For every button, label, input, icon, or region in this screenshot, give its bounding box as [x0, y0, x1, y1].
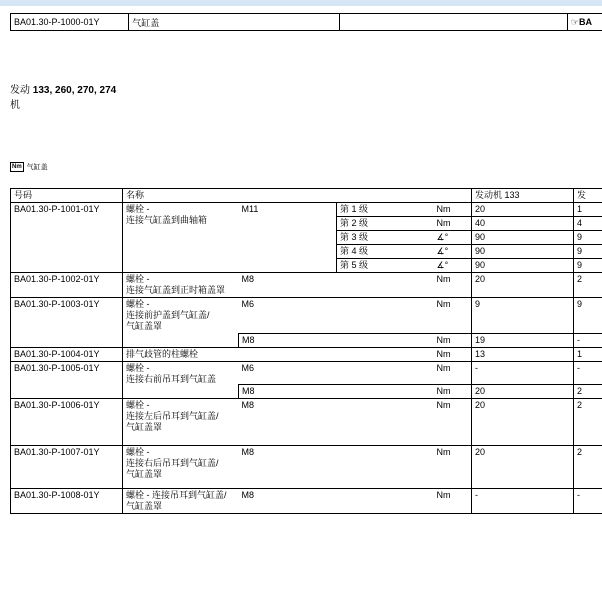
engine-label-second-line: 机 [10, 100, 20, 111]
reference-arrow-icon: ☞ [570, 16, 579, 27]
stage-label: 第 2 级 [337, 217, 434, 231]
table-row [11, 298, 602, 334]
table-row [11, 362, 602, 385]
part-name: 螺栓 - 连接气缸盖到正时箱盖罩 [123, 273, 239, 298]
unit: Nm [434, 399, 472, 446]
header-blank [239, 189, 337, 203]
part-code[interactable]: BA01.30-P-1005-01Y [11, 362, 123, 399]
value-engine2: - [574, 362, 602, 385]
value-engine2: 2 [574, 399, 602, 446]
thread-size: M6 [239, 362, 337, 385]
table-row [11, 348, 602, 362]
part-name: 排气歧管的柱螺栓 [123, 348, 239, 362]
part-name: 螺栓 - 连接前护盖到气缸盖/ 气缸盖罩 [123, 298, 239, 348]
stage-label: 第 3 级 [337, 231, 434, 245]
value-engine2: 1 [574, 203, 602, 217]
value-engine2: 9 [574, 259, 602, 273]
value-engine1: 20 [472, 273, 574, 298]
unit: Nm [434, 362, 472, 385]
value-engine1: 20 [472, 385, 574, 399]
top-accent-bar [0, 0, 602, 6]
part-name: 螺栓 - 连接右后吊耳到气缸盖/ 气缸盖罩 [123, 446, 239, 489]
engine-applicability [10, 81, 116, 96]
part-name: 螺栓 - 连接气缸盖到曲轴箱 [123, 203, 239, 273]
angle-unit: ∡° [434, 245, 472, 259]
header-blank [434, 189, 472, 203]
thread-size: M8 [239, 273, 337, 298]
doc-code: BA01.30-P-1000-01Y [11, 14, 129, 31]
table-row [11, 399, 602, 446]
part-code[interactable]: BA01.30-P-1003-01Y [11, 298, 123, 348]
thread-size: M8 [239, 446, 337, 489]
value-engine2: 9 [574, 298, 602, 334]
value-engine1: 19 [472, 334, 574, 348]
header-code: 号码 [11, 189, 123, 203]
engine-label: 发动 [10, 85, 30, 96]
value-engine2: 2 [574, 273, 602, 298]
header-blank [337, 189, 434, 203]
part-code[interactable]: BA01.30-P-1001-01Y [11, 203, 123, 273]
value-engine2: - [574, 489, 602, 514]
header-engine2: 发 [574, 189, 602, 203]
table-row [11, 446, 602, 489]
value-engine2: 2 [574, 446, 602, 489]
part-code[interactable]: BA01.30-P-1002-01Y [11, 273, 123, 298]
value-engine1: 90 [472, 259, 574, 273]
thread-size: M6 [239, 298, 337, 334]
value-engine1: - [472, 489, 574, 514]
angle-unit: ∡° [434, 231, 472, 245]
unit: Nm [434, 298, 472, 334]
torque-icon: Nm [12, 164, 22, 170]
engine-numbers: 133, 260, 270, 274 [32, 85, 117, 96]
stage-label: 第 1 级 [337, 203, 434, 217]
value-engine2: 4 [574, 217, 602, 231]
value-engine2: 2 [574, 385, 602, 399]
document-header [10, 13, 602, 31]
table-header-row [11, 189, 602, 203]
value-engine1: 90 [472, 245, 574, 259]
part-code[interactable]: BA01.30-P-1008-01Y [11, 489, 123, 514]
value-engine2: 1 [574, 348, 602, 362]
stage-label: 第 4 级 [337, 245, 434, 259]
value-engine1: 13 [472, 348, 574, 362]
table-row [11, 273, 602, 298]
value-engine1: - [472, 362, 574, 385]
value-engine2: 9 [574, 245, 602, 259]
nm-section-text: 气缸盖 [26, 164, 48, 171]
thread-size: M8 [239, 489, 337, 514]
thread-size: M11 [239, 203, 337, 273]
table-row [11, 489, 602, 514]
thread-size: M8 [239, 385, 337, 399]
value-engine1: 20 [472, 446, 574, 489]
thread-size: M8 [239, 399, 337, 446]
value-engine1: 90 [472, 231, 574, 245]
unit: Nm [434, 348, 472, 362]
value-engine2: - [574, 334, 602, 348]
angle-unit: ∡° [434, 259, 472, 273]
unit: Nm [434, 217, 472, 231]
nm-section-title [10, 162, 48, 172]
value-engine1: 20 [472, 203, 574, 217]
doc-title: 气缸盖 [129, 14, 339, 31]
table-row [11, 203, 602, 217]
part-code[interactable]: BA01.30-P-1006-01Y [11, 399, 123, 446]
part-name: 螺栓 - 连接左后吊耳到气缸盖/ 气缸盖罩 [123, 399, 239, 446]
torque-table [10, 188, 602, 514]
part-code[interactable]: BA01.30-P-1007-01Y [11, 446, 123, 489]
header-engine1: 发动机 133 [472, 189, 574, 203]
value-engine2: 9 [574, 231, 602, 245]
doc-reference[interactable] [567, 14, 602, 31]
unit: Nm [434, 334, 472, 348]
doc-reference-text: BA [578, 16, 592, 27]
part-code[interactable]: BA01.30-P-1004-01Y [11, 348, 123, 362]
value-engine1: 9 [472, 298, 574, 334]
unit: Nm [434, 203, 472, 217]
part-name: 螺栓 - 连接右前吊耳到气缸盖 [123, 362, 239, 399]
header-empty-cell [339, 14, 567, 31]
stage-label: 第 5 级 [337, 259, 434, 273]
thread-size: M8 [239, 334, 337, 348]
value-engine1: 20 [472, 399, 574, 446]
value-engine1: 40 [472, 217, 574, 231]
unit: Nm [434, 446, 472, 489]
unit: Nm [434, 489, 472, 514]
unit: Nm [434, 385, 472, 399]
header-name: 名称 [123, 189, 239, 203]
part-name: 螺栓 - 连接吊耳到气缸盖/ 气缸盖罩 [123, 489, 239, 514]
unit: Nm [434, 273, 472, 298]
